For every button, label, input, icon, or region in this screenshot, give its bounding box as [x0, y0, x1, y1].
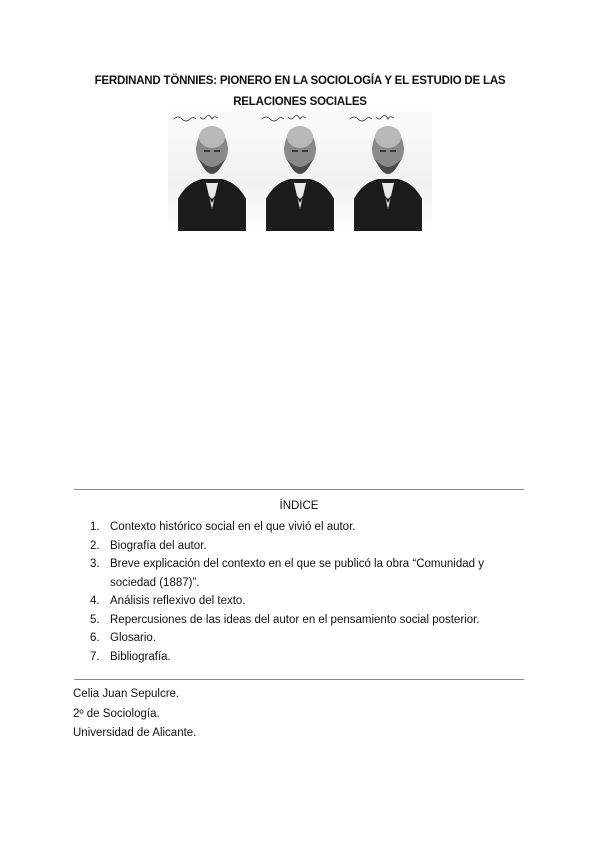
index-item	[90, 592, 510, 611]
index-item-number: 4.	[90, 595, 100, 607]
portrait-photo	[168, 111, 256, 231]
index-item-text: Biografía del autor.	[110, 539, 207, 552]
document-title-line-2: RELACIONES SOCIALES	[233, 96, 367, 108]
index-item-number: 3.	[90, 558, 100, 570]
index-item	[90, 537, 510, 556]
index-item-number: 6.	[90, 632, 100, 644]
index-item	[90, 611, 510, 630]
index-item-text: Contexto histórico social en el que vivió el autor.	[110, 521, 356, 533]
index-heading: ÍNDICE	[279, 500, 319, 512]
index-item-text: Glosario.	[110, 632, 157, 644]
index-item-number: 5.	[90, 613, 100, 626]
index-item-number: 2.	[90, 539, 100, 552]
index-top-divider	[74, 489, 524, 490]
index-item	[90, 648, 510, 667]
document-title-line-1: FERDINAND TÖNNIES: PIONERO EN LA SOCIOLOGÍA Y EL ESTUDIO DE LAS	[94, 75, 506, 87]
index-item-number: 7.	[90, 650, 100, 663]
index-item-text: Bibliografía.	[110, 650, 171, 663]
index-item-text: Análisis reflexivo del texto.	[110, 595, 246, 607]
author-university: Universidad de Alicante.	[73, 727, 197, 739]
portrait-photo	[344, 111, 432, 231]
index-item-text: Repercusiones de las ideas del autor en el pensamiento social posterior.	[110, 613, 480, 626]
index-item-text: Breve explicación del contexto en el que se publicó la obra “Comunidad y sociedad (1887)”.	[110, 558, 484, 589]
author-name: Celia Juan Sepulcre.	[73, 688, 180, 700]
index-item	[90, 555, 510, 592]
index-item	[90, 518, 510, 537]
index-item-number: 1.	[90, 521, 100, 533]
portrait-photo	[256, 111, 344, 231]
index-item	[90, 629, 510, 648]
index-bottom-divider	[74, 679, 524, 680]
author-course: 2º de Sociología.	[73, 708, 160, 720]
portrait-strip	[168, 111, 432, 231]
index-list	[90, 518, 510, 666]
